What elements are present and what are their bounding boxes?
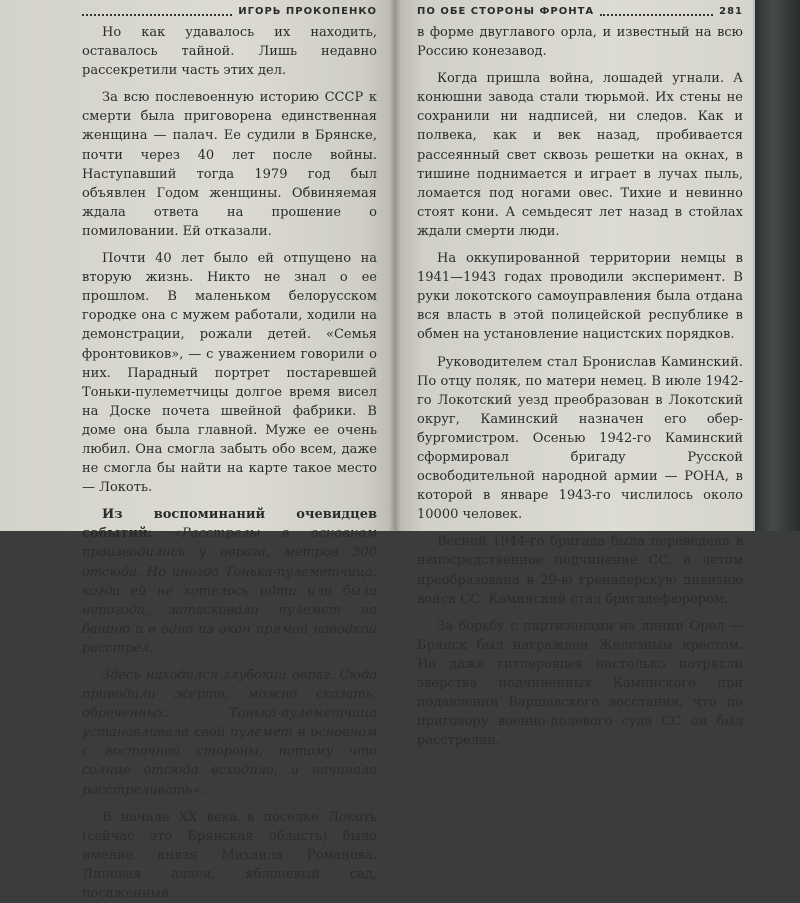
- page-number: 281: [719, 6, 743, 17]
- memoir-paragraph: [82, 505, 377, 658]
- left-paragraph-3: Почти 40 лет было ей отпущено на вторую жизнь. Никто не знал о ее прошлом. В маленьком белорусском городке она с мужем работали, ходили на демонстрации, рожали детей. «Семья фронтовиков», — с уважением говорили о них. Парадный портрет постаревшей Тоньки-пулеметчицы долгое время висел на Доске почета швейной фабрики. В доме она была главной. Муже ее очень любил. Она смогла забыть обо всем, даже не смогла бы найти на карте такое место — Локоть.: [82, 251, 377, 496]
- right-paragraph-5: Весной 1944-го бригада была переведена в непосредственное подчинение СС, а летом преобразована в 29-ю гренадерскую дивизию войск СС. Каминский стал бригадефюрером.: [417, 534, 743, 607]
- left-page: [0, 0, 395, 902]
- paragraph-gap: [82, 241, 377, 249]
- left-paragraph-1: Но как удавалось их находить, оставалось тайной. Лишь недавно рассекретили часть этих дел.: [82, 25, 377, 79]
- right-paragraph-4: Руководителем стал Бронислав Каминский. По отцу поляк, по матери немец. В июле 1942-го Локотский уезд преобразован в Локотский округ, Каминский назначен его обер-бургомистром. Осенью 1942-го Каминский сформировал бригаду Русской освободительной народной армии — РОНА, в которой в январе 1943-го числилось около 10000 человек.: [417, 354, 743, 523]
- right-paragraph-1: в форме двуглавого орла, и известный на всю Россию конезавод.: [417, 25, 743, 60]
- header-leader-dots: [600, 8, 713, 16]
- left-running-header: [82, 6, 377, 17]
- left-paragraph-2: За всю послевоенную историю СССР к смерти была приговорена единственная женщина — палач. Ее судили в Брянске, почти через 40 лет после войны. Наступавший тогда 1979 год был объявлен Годом женщины. Обвиняемая ждала ответа на прошение о помиловании. Ей отказали.: [82, 90, 377, 239]
- right-page: [395, 0, 755, 749]
- right-paragraph-3: На оккупированной территории немцы в 1941—1943 годах проводили эксперимент. В руки локотского самоуправления была отдана вся власть в этой полицейской республике в обмен на установление нацистских порядков.: [417, 251, 743, 343]
- paragraph-gap: [82, 80, 377, 88]
- left-paragraph-last: В начале XX века в поселке Локоть (сейчас это Брянская область) было имение князя Михаила Романова. Липовая аллея, яблоневый сад, посаженный: [82, 809, 377, 902]
- book-cover-edge: [755, 0, 800, 531]
- right-paragraph-6: За борьбу с партизанами на линии Орел — Брянск был награжден Железным крестом. Но даже гитлеровцев настолько потрясли зверства подчиненных Каминского при подавлении Варшавского восстания, что по приговору военно-полевого суда СС он был расстрелян.: [417, 618, 743, 749]
- header-leader-dots: [82, 8, 232, 16]
- right-paragraph-2: Когда пришла война, лошадей угнали. А конюшни завода стали тюрьмой. Их стены не сохранили ни надписей, ни следов. Как и полвека, как и век назад, пробивается рассеянный свет сквозь решетки на окнах, в тишине поднимается и играет в лучах пыль, ломается под ногами овес. Тихие и невинно стоят кони. А семьдесят лет назад в стойлах ждали смерти люди.: [417, 71, 743, 239]
- memoir-quote-2: Здесь находился глубокий овраг. Сюда приводили жертв, можно сказать, обреченных. Тонька-пулеметчица устанавливала свой пулемет в основном с восточной стороны, потому что солнце отсюда всходило, и начинала расстреливать».: [82, 668, 377, 798]
- book-gutter-shadow: [389, 0, 401, 531]
- paragraph-gap: [417, 609, 743, 617]
- paragraph-gap: [82, 800, 377, 808]
- right-running-header: [417, 6, 743, 17]
- paragraph-gap: [417, 524, 743, 532]
- paragraph-gap: [417, 345, 743, 353]
- right-header-title: ПО ОБЕ СТОРОНЫ ФРОНТА: [417, 6, 595, 17]
- paragraph-gap: [82, 497, 377, 505]
- paragraph-gap: [417, 61, 743, 69]
- left-header-author: ИГОРЬ ПРОКОПЕНКО: [238, 6, 377, 17]
- paragraph-gap: [417, 241, 743, 249]
- paragraph-gap: [82, 658, 377, 666]
- memoir-quote: «Расстрелы в основном производились у оврага, метров 300 отсюда. Но иногда Тонька-пулеметчица, когда ей не хотелось идти или была непогода, затаскивали пулемет на башню и в одно из окон прямой наводкой расстрел.: [82, 526, 377, 656]
- memoir-lead: Из воспоминаний очевидцев событий:: [82, 507, 377, 542]
